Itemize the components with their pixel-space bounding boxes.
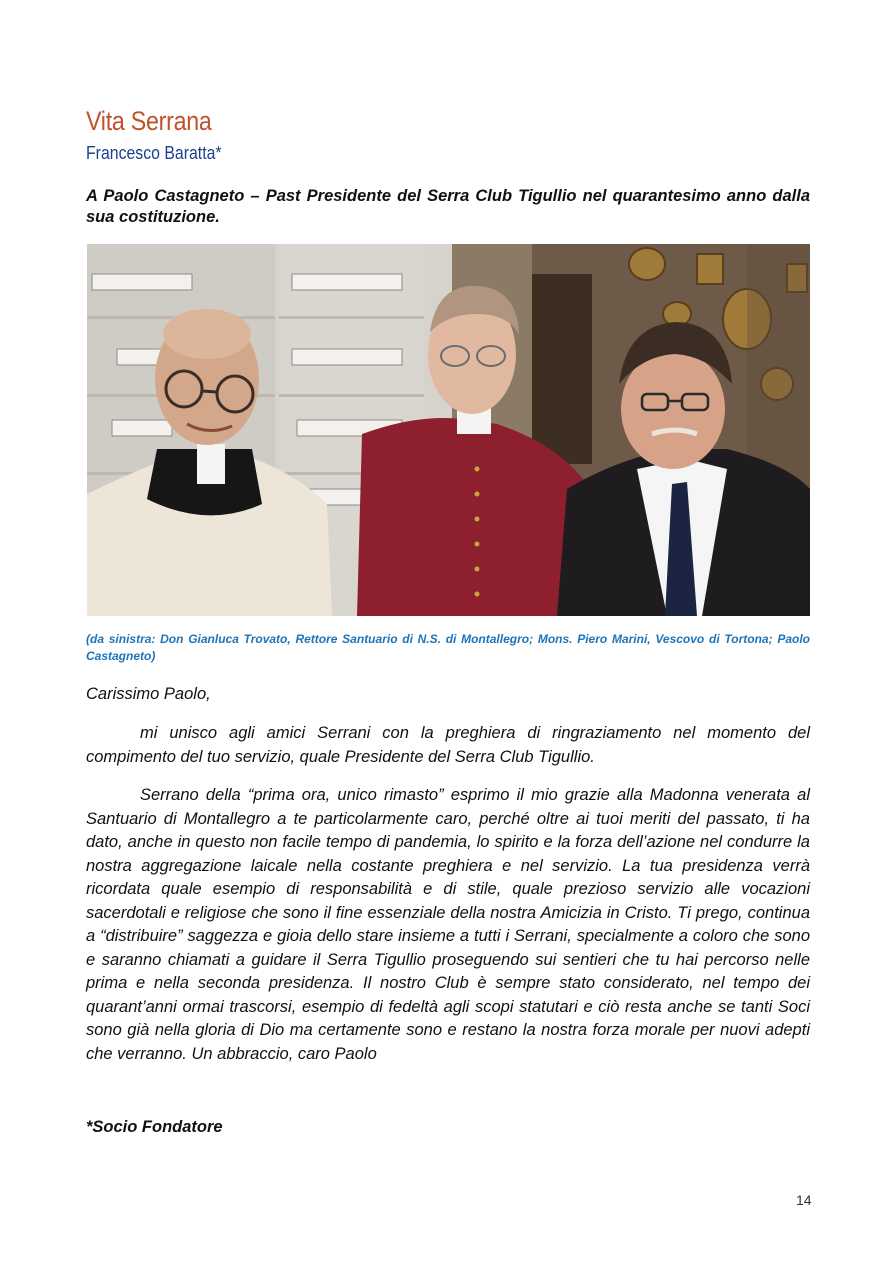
page-number: 14 [796,1192,812,1208]
author-name: Francesco Baratta* [86,143,222,163]
article-headline: A Paolo Castagneto – Past Presidente del Serra Club Tigullio nel quarantesimo anno dalla sua costituzione. [86,187,810,226]
footnote: *Socio Fondatore [86,1118,223,1136]
paragraph-intro: mi unisco agli amici Serrani con la preghiera di ringraziamento nel momento del compimento del tuo servizio, quale Presidente del Serra Club Tigullio. [86,724,810,766]
photo-caption: (da sinistra: Don Gianluca Trovato, Rettore Santuario di N.S. di Montallegro; Mons. Piero Marini, Vescovo di Tortona; Paolo Castagneto) [86,632,810,663]
salutation: Carissimo Paolo, [86,685,211,703]
paragraph-body: Serrano della “prima ora, unico rimasto” esprimo il mio grazie alla Madonna venerata al Santuario di Montallegro a te particolarmente caro, perché oltre ai tuoi meriti del passato, ti ha dato, anche in questo non facile tempo di pandemia, lo spirito e la forza dell’azione nel condurre la nostra aggregazione laicale nella costante preghiera e nel servizio. La tua presidenza verrà ricordata quale esempio di responsabilità e di stile, quale prezioso servizio alle vocazioni sacerdotali e religiose che sono il fine essenziale della nostra Amicizia in Cristo. Ti prego, continua a “distribuire” saggezza e gioia dello stare insieme a tutti i Serrani, specialmente a coloro che sono e saranno chiamati a guidare il Serra Tigullio proseguendo sui sentieri che tu hai percorso nelle prima e nella seconda presidenza. Il nostro Club è sempre stato considerato, nel tempo dei quarant’anni ormai trascorsi, esempio di fedeltà agli scopi statutari e ciò resta anche se tanti Soci sono già nella gloria di Dio ma certamente sono e restano la nostra forza morale per nuovi adepti che verranno. Un abbraccio, caro Paolo [86,786,810,1063]
section-title: Vita Serrana [86,106,212,136]
group-photo-image [87,244,810,616]
group-photo [87,244,810,616]
